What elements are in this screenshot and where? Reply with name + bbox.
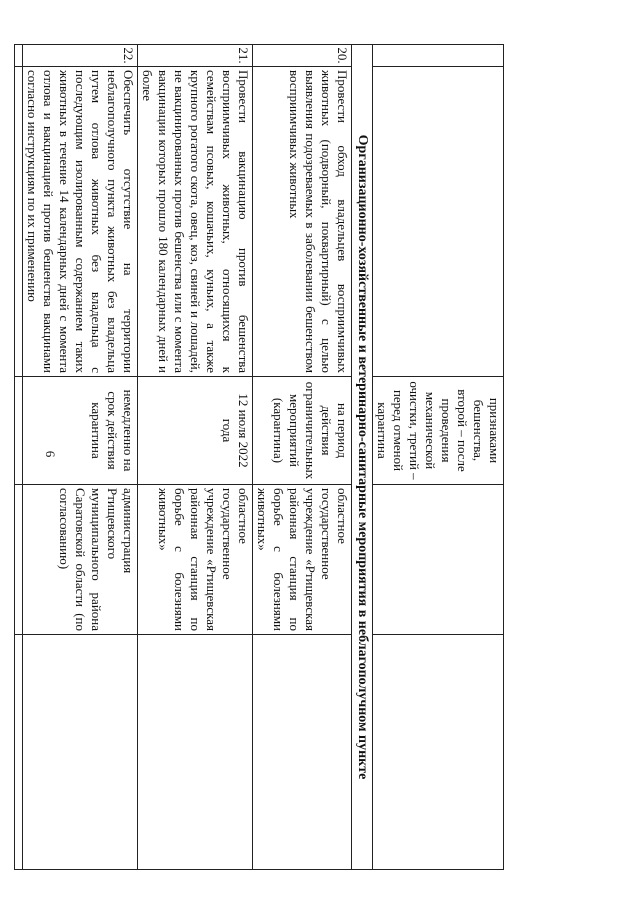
row-blank [138,635,253,870]
row-blank [253,635,352,870]
spacer-cell [15,45,23,67]
spacer-cell [15,485,23,635]
row-executor: администрация Ртищевского муниципального района Саратовской области (по согласованию) [23,485,138,635]
spacer-cell [15,635,23,870]
row-action: Провести обход владельцев восприимчивых животных (подворный, поквартирный) с целью выявления подозреваемых в заболевании бешенством восприимчивых животных [253,67,352,377]
spacer-cell [15,67,23,377]
row-action: Провести вакцинацию против бешенства восприимчивых животных, относящихся к семействам псовых, кошачьих, куньих, а также крупного рогатого скота, овец, коз, свиней и лошадей, не вакцинированных против бешенства или с момента вакцинации которых прошло 180 календарных дней и более [138,67,253,377]
table-row-spacer [15,45,23,870]
table-row [253,45,352,870]
rotated-page-content [25,44,504,869]
table-row-continuation [373,45,504,870]
row-executor: областное государственное учреждение «Ртищевская районная станция по борьбе с болезнями животных» [138,485,253,635]
cell-term-continuation: признаками бешенства, второй – после проведения механической очистки, третий – перед отменой карантина [373,377,504,485]
section-title: Организационно-хозяйственные и ветеринарно-санитарные мероприятия в неблагополучном пункте [352,45,373,870]
row-action: Обеспечить отсутствие на территории неблагополучного пункта животных без владельца путем отлова животных без владельца с последующим изолированным содержанием таких животных в течение 14 календарных дней с момента отлова и вакцинацией против бешенства вакцинами согласно инструкциям по их применению [23,67,138,377]
row-executor: областное государственное учреждение «Ртищевская районная станция по борьбе с болезнями животных» [253,485,352,635]
row-number: 20. [253,45,352,67]
row-term: на период действия ограничительных мероприятий (карантина) [253,377,352,485]
row-term: немедленно на срок действия карантина [23,377,138,485]
cell-action-empty [373,67,504,377]
measures-table-sheet [25,44,504,869]
spacer-cell [15,377,23,485]
row-term: 12 июля 2022 года [138,377,253,485]
table-row-section [352,45,373,870]
table-row [23,45,138,870]
measures-table [14,44,504,870]
row-number: 22. [23,45,138,67]
table-row [138,45,253,870]
cell-blank [373,635,504,870]
row-blank [23,635,138,870]
row-number: 21. [138,45,253,67]
cell-num-empty [373,45,504,67]
page-number: 6 [43,450,58,458]
cell-executor-empty [373,485,504,635]
